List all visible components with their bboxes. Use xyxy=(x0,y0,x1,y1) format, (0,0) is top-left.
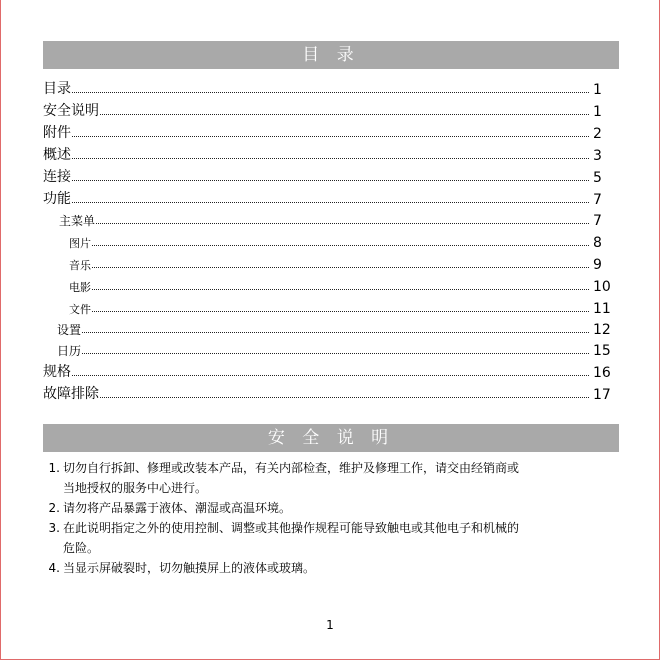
toc-entry-title: 功能 xyxy=(43,191,71,207)
toc-dot-leader xyxy=(100,113,589,115)
toc-entry-page: 1 xyxy=(593,82,602,98)
toc-entry-page: 17 xyxy=(593,387,611,403)
toc-entry-title: 目录 xyxy=(43,81,71,97)
toc-entry[interactable] xyxy=(43,97,619,119)
safety-item-text xyxy=(63,458,623,498)
toc-entry[interactable] xyxy=(43,141,619,163)
toc-entry-page: 7 xyxy=(593,213,602,229)
safety-item-line: 当显示屏破裂时，切勿触摸屏上的液体或玻璃。 xyxy=(63,561,316,575)
safety-item-line: 切勿自行拆卸、修理或改装本产品，有关内部检查，维护及修理工作，请交由经销商或 xyxy=(63,461,520,475)
toc-entry-page: 7 xyxy=(593,192,602,208)
safety-item-line: 危险。 xyxy=(63,541,100,555)
toc-dot-leader xyxy=(72,91,589,93)
safety-instructions-list xyxy=(33,458,623,578)
toc-entry-page: 2 xyxy=(593,126,602,142)
toc-dot-leader xyxy=(100,396,589,398)
safety-item-text xyxy=(63,498,623,518)
toc-entry[interactable] xyxy=(43,294,619,316)
page-edge-left xyxy=(0,0,1,660)
toc-entry[interactable] xyxy=(43,185,619,207)
toc-entry-title: 概述 xyxy=(43,147,71,163)
toc-entry[interactable] xyxy=(43,380,619,402)
safety-item xyxy=(33,518,623,558)
toc-entry-page: 15 xyxy=(593,343,611,359)
toc-entry-title: 故障排除 xyxy=(43,386,99,402)
safety-item-line: 请勿将产品暴露于液体、潮湿或高温环境。 xyxy=(63,501,292,515)
safety-item xyxy=(33,458,623,498)
toc-entry-title: 图片 xyxy=(69,237,91,250)
safety-item-number: 1. xyxy=(48,461,60,475)
toc-entry-title: 规格 xyxy=(43,364,71,380)
toc-dot-leader xyxy=(72,374,589,376)
toc-dot-leader xyxy=(96,222,589,224)
toc-entry-page: 1 xyxy=(593,104,602,120)
toc-entry[interactable] xyxy=(43,250,619,272)
toc-entry-title: 安全说明 xyxy=(43,103,99,119)
safety-item-line: 在此说明指定之外的使用控制、调整或其他操作规程可能导致触电或其他电子和机械的 xyxy=(63,521,520,535)
toc-entry-page: 3 xyxy=(593,148,602,164)
toc-entry-page: 5 xyxy=(593,170,602,186)
toc-entry[interactable] xyxy=(43,163,619,185)
safety-item-line: 当地授权的服务中心进行。 xyxy=(63,481,208,495)
safety-item-text xyxy=(63,518,623,558)
toc-entry-page: 11 xyxy=(593,301,611,317)
toc-entry-title: 音乐 xyxy=(69,259,91,272)
toc-entry-title: 日历 xyxy=(57,344,82,358)
toc-entry[interactable] xyxy=(43,358,619,380)
toc-entry-page: 10 xyxy=(593,279,611,295)
toc-entry-page: 12 xyxy=(593,322,611,338)
safety-item-number: 2. xyxy=(48,501,60,515)
toc-entry[interactable] xyxy=(43,207,619,228)
toc-dot-leader xyxy=(72,135,589,137)
toc-dot-leader xyxy=(92,266,589,268)
toc-dot-leader xyxy=(72,157,589,159)
toc-dot-leader xyxy=(82,352,589,354)
toc-heading-banner: 目 录 xyxy=(43,41,619,69)
toc-entry-page: 9 xyxy=(593,257,602,273)
toc-entry[interactable] xyxy=(43,119,619,141)
toc-entry[interactable] xyxy=(43,272,619,294)
toc-entry-title: 附件 xyxy=(43,125,71,141)
toc-dot-leader xyxy=(92,244,589,246)
toc-entry[interactable] xyxy=(43,228,619,250)
toc-dot-leader xyxy=(72,179,589,181)
toc-entry-title: 主菜单 xyxy=(59,214,96,228)
safety-item xyxy=(33,558,623,578)
toc-dot-leader xyxy=(72,201,589,203)
safety-item xyxy=(33,498,623,518)
toc-entry[interactable] xyxy=(43,75,619,97)
toc-entry-title: 文件 xyxy=(69,303,91,316)
toc-entry[interactable] xyxy=(43,316,619,337)
toc-entry[interactable] xyxy=(43,337,619,358)
toc-entry-title: 连接 xyxy=(43,169,71,185)
toc-entry-page: 16 xyxy=(593,365,611,381)
toc-dot-leader xyxy=(92,288,589,290)
safety-item-number: 3. xyxy=(48,521,60,535)
safety-item-number: 4. xyxy=(48,561,60,575)
table-of-contents xyxy=(43,75,619,402)
toc-entry-title: 电影 xyxy=(69,281,91,294)
toc-entry-title: 设置 xyxy=(57,323,82,337)
safety-heading-banner: 安 全 说 明 xyxy=(43,424,619,452)
toc-entry-page: 8 xyxy=(593,235,602,251)
page-number: 1 xyxy=(326,618,334,632)
toc-dot-leader xyxy=(92,310,589,312)
toc-dot-leader xyxy=(82,331,589,333)
safety-item-text xyxy=(63,558,623,578)
